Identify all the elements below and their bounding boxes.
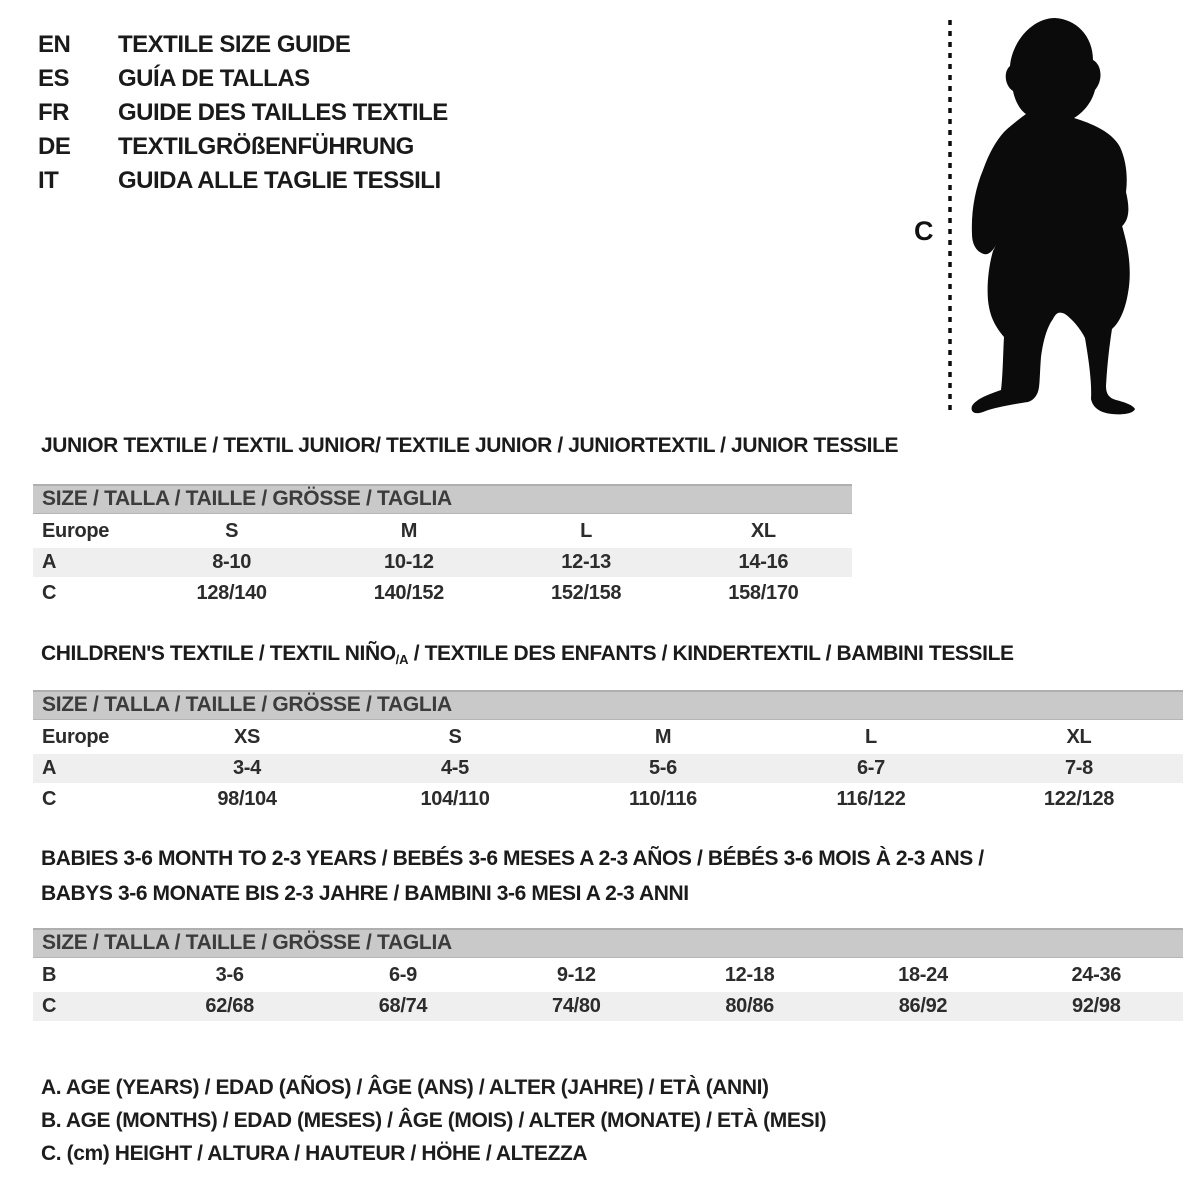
junior-size-table xyxy=(33,484,852,610)
size-cell: XL xyxy=(1066,725,1092,748)
children-title-rest: / TEXTILE DES ENFANTS / KINDERTEXTIL / BAMBINI TESSILE xyxy=(408,642,1014,665)
language-code: IT xyxy=(38,167,59,194)
height-cell: 62/68 xyxy=(205,995,254,1017)
junior-section-title: JUNIOR TEXTILE / TEXTIL JUNIOR/ TEXTILE JUNIOR / JUNIORTEXTIL / JUNIOR TESSILE xyxy=(41,434,899,457)
babies-section-title-line1: BABIES 3-6 MONTH TO 2-3 YEARS / BEBÉS 3-6 MESES A 2-3 AÑOS / BÉBÉS 3-6 MOIS À 2-3 ANS / xyxy=(41,847,984,870)
height-measure-figure xyxy=(900,0,1200,440)
height-cell: 140/152 xyxy=(373,582,444,604)
table-row-height xyxy=(33,577,852,610)
height-measure-label: C xyxy=(914,216,934,246)
row-label: A xyxy=(42,757,57,779)
height-cell: 92/98 xyxy=(1072,995,1121,1017)
months-cell: 6-9 xyxy=(388,963,417,986)
size-cell: XL xyxy=(750,519,776,542)
children-size-table xyxy=(33,690,1183,816)
months-cell: 9-12 xyxy=(556,963,596,986)
row-label: Europe xyxy=(42,725,110,748)
table-row-height xyxy=(33,992,1183,1021)
height-cell: 98/104 xyxy=(217,788,277,810)
months-cell: 12-18 xyxy=(724,963,775,986)
row-label: C xyxy=(42,995,57,1017)
height-cell: 110/116 xyxy=(629,788,697,810)
children-section-title xyxy=(41,642,1014,672)
table-row-age xyxy=(33,548,852,577)
language-code: FR xyxy=(38,99,69,126)
language-title: GUÍA DE TALLAS xyxy=(118,65,310,92)
height-cell: 104/110 xyxy=(420,788,490,810)
height-cell: 116/122 xyxy=(836,788,906,810)
table-row-age xyxy=(33,754,1183,783)
height-cell: 158/170 xyxy=(728,582,799,604)
months-cell: 24-36 xyxy=(1071,963,1122,986)
size-cell: L xyxy=(865,725,877,748)
children-title-sub: /A xyxy=(395,652,409,667)
legend-age-months: B. AGE (MONTHS) / EDAD (MESES) / ÂGE (MOIS) / ALTER (MONATE) / ETÀ (MESI) xyxy=(41,1109,827,1132)
legend-height-cm: C. (cm) HEIGHT / ALTURA / HAUTEUR / HÖHE / ALTEZZA xyxy=(41,1142,588,1165)
toddler-silhouette xyxy=(972,18,1135,414)
row-label: C xyxy=(42,788,57,810)
language-row-es xyxy=(38,62,448,96)
children-title-main: CHILDREN'S TEXTILE / TEXTIL NIÑO xyxy=(41,642,396,665)
height-cell: 80/86 xyxy=(725,995,774,1017)
table-row-months xyxy=(33,958,1183,992)
language-code: ES xyxy=(38,65,70,92)
age-cell: 4-5 xyxy=(440,757,469,779)
age-cell: 8-10 xyxy=(212,551,252,573)
language-title-list xyxy=(38,28,448,198)
height-cell: 68/74 xyxy=(378,995,428,1017)
months-cell: 18-24 xyxy=(898,963,948,986)
months-cell: 3-6 xyxy=(215,963,244,986)
row-label: Europe xyxy=(42,519,110,542)
age-cell: 5-6 xyxy=(648,757,677,779)
legend-age-years: A. AGE (YEARS) / EDAD (AÑOS) / ÂGE (ANS) / ALTER (JAHRE) / ETÀ (ANNI) xyxy=(41,1076,769,1099)
row-label: B xyxy=(42,963,57,986)
row-label: C xyxy=(42,582,57,604)
language-title: GUIDA ALLE TAGLIE TESSILI xyxy=(118,167,441,194)
size-cell: M xyxy=(654,725,672,748)
age-cell: 14-16 xyxy=(738,551,789,573)
size-header-row: SIZE / TALLA / TAILLE / GRÖSSE / TAGLIA xyxy=(33,484,852,514)
measure-legend xyxy=(41,1071,826,1170)
size-cell: XS xyxy=(233,725,261,748)
language-row-fr xyxy=(38,96,448,130)
language-row-it xyxy=(38,164,448,198)
size-cell: S xyxy=(225,519,239,542)
height-cell: 74/80 xyxy=(552,995,601,1017)
language-code: DE xyxy=(38,133,71,160)
size-cell: L xyxy=(580,519,593,542)
language-code: EN xyxy=(38,31,71,58)
language-title: TEXTILGRÖßENFÜHRUNG xyxy=(118,133,414,160)
age-cell: 7-8 xyxy=(1064,757,1093,779)
language-row-de xyxy=(38,130,448,164)
babies-section-title-line2: BABYS 3-6 MONATE BIS 2-3 JAHRE / BAMBINI 3-6 MESI A 2-3 ANNI xyxy=(41,882,689,905)
toddler-silhouette-icon xyxy=(900,0,1200,440)
age-cell: 12-13 xyxy=(561,551,611,573)
age-cell: 3-4 xyxy=(232,757,261,779)
height-cell: 128/140 xyxy=(196,582,267,604)
height-cell: 152/158 xyxy=(551,582,622,604)
age-cell: 6-7 xyxy=(856,757,885,779)
size-cell: S xyxy=(448,725,462,748)
babies-size-table xyxy=(33,928,1183,1021)
age-cell: 10-12 xyxy=(384,551,434,573)
height-cell: 86/92 xyxy=(898,995,948,1017)
table-row-height xyxy=(33,783,1183,816)
language-row-en xyxy=(38,28,448,62)
size-header-row: SIZE / TALLA / TAILLE / GRÖSSE / TAGLIA xyxy=(33,928,1183,958)
height-cell: 122/128 xyxy=(1043,788,1115,810)
language-title: TEXTILE SIZE GUIDE xyxy=(118,31,351,58)
table-row-europe xyxy=(33,720,1183,754)
language-title: GUIDE DES TAILLES TEXTILE xyxy=(118,99,448,126)
table-row-europe xyxy=(33,514,852,548)
size-cell: M xyxy=(400,519,418,542)
size-header-row: SIZE / TALLA / TAILLE / GRÖSSE / TAGLIA xyxy=(33,690,1183,720)
row-label: A xyxy=(42,551,57,573)
